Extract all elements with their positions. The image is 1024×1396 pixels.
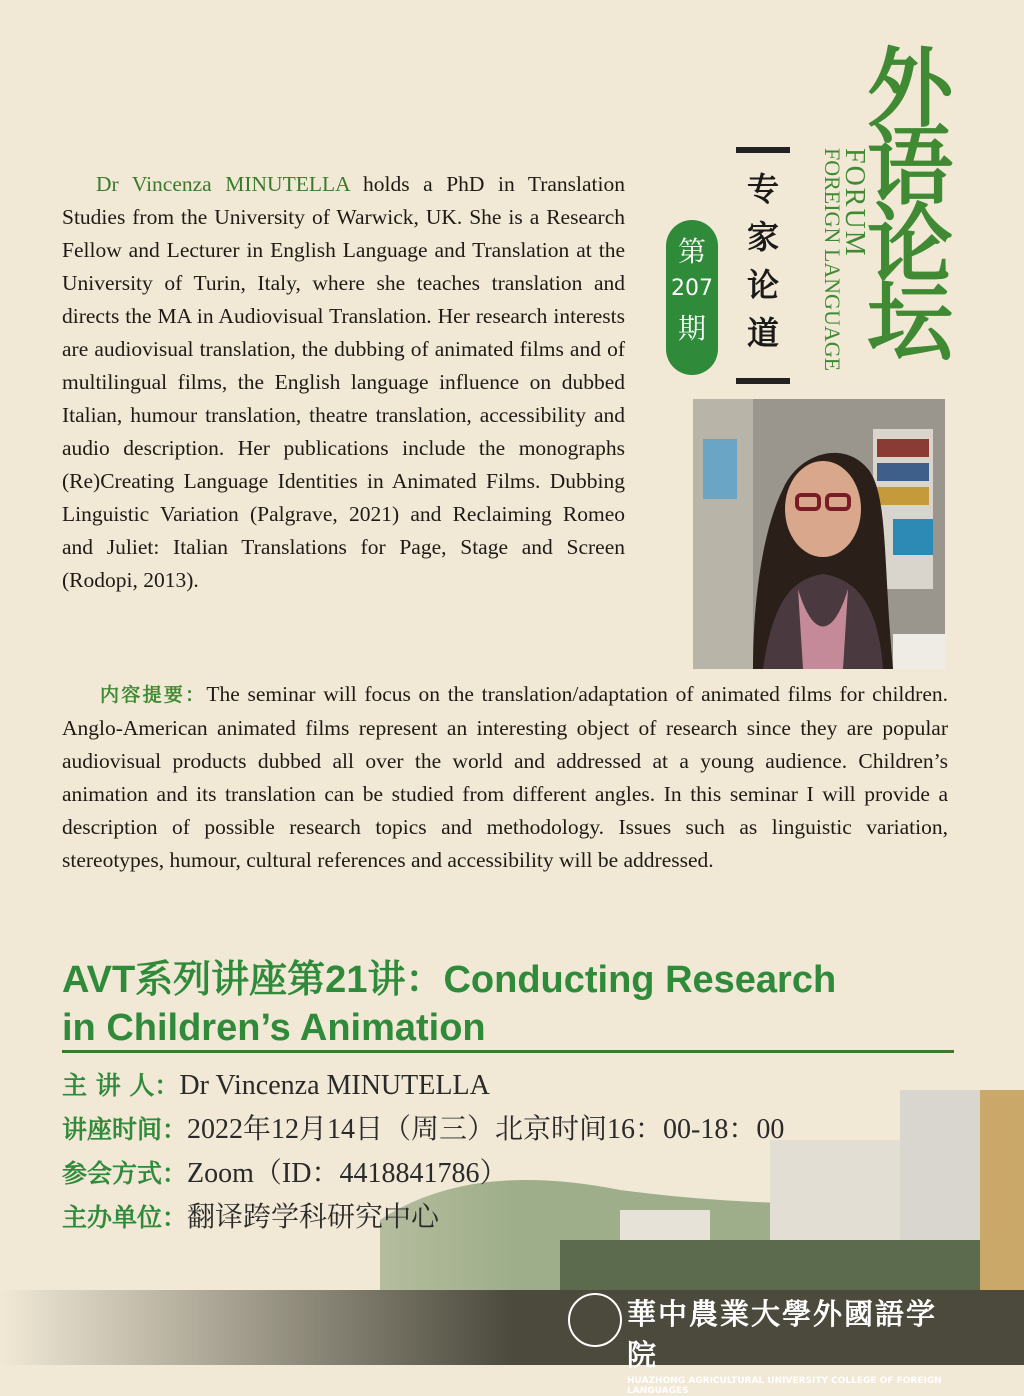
- logo-char: 语: [867, 116, 953, 217]
- series-char: 专: [746, 170, 779, 208]
- college-name-cn: 華中農業大學外國語学院: [627, 1297, 938, 1372]
- speaker-bio: [62, 168, 625, 597]
- info-row-speaker: [62, 1064, 942, 1108]
- info-key: 主办单位：: [62, 1203, 188, 1232]
- summary-text: The seminar will focus on the translation/adaptation of animated films for children. Anglo-American animated films represent an interesting object of research since they are popular audiovisual products dubbed all over the world and addressed at a young audience. Children’s animation and its translation can be studied from different angles. In this seminar I will provide a description of possible research topics and methodology. Issues such as linguistic variation, stereotypes, humour, cultural references and accessibility will be addressed.: [62, 682, 948, 872]
- logo-char: 外: [867, 38, 953, 139]
- speaker-photo: [693, 399, 945, 669]
- info-row-host: [62, 1196, 942, 1240]
- bio-text: holds a PhD in Translation Studies from the University of Warwick, UK. She is a Research Fellow and Lecturer in English Language and Translation at the University of Turin, Italy, where she teaches translation and directs the MA in Audiovisual Translation. Her research interests are audiovisual translation, the dubbing of animated films and of multilingual films, the English language influence on dubbed Italian, humour translation, theatre translation, accessibility and audio description. Her publications include the monographs (Re)Creating Language Identities in Animated Films. Dubbing Linguistic Variation (Palgrave, 2021) and Reclaiming Romeo and Juliet: Italian Translations for Page, Stage and Screen (Rodopi, 2013).: [62, 172, 625, 592]
- series-char: 道: [746, 314, 779, 352]
- lecture-title-line2: in Children’s Animation: [62, 1007, 486, 1049]
- speaker-name: Dr Vincenza MINUTELLA: [96, 172, 350, 196]
- issue-number: 207: [671, 276, 713, 301]
- college-name-en: HUAZHONG AGRICULTURAL UNIVERSITY COLLEGE OF FOREIGN LANGUAGES: [627, 1376, 942, 1396]
- info-row-method: [62, 1152, 942, 1196]
- title-divider: [62, 1050, 954, 1053]
- forum-logo: [860, 38, 960, 373]
- logo-char: 坛: [867, 272, 953, 373]
- series-label: [736, 165, 790, 357]
- lecture-info: [62, 1064, 942, 1240]
- info-key: 参会方式：: [62, 1159, 188, 1188]
- issue-prefix: 第: [677, 235, 706, 268]
- logo-char: 论: [867, 194, 953, 295]
- series-char: 家: [746, 218, 779, 256]
- lecture-title-line1: AVT系列讲座第21讲：Conducting Research: [62, 959, 837, 1001]
- info-row-time: [62, 1108, 942, 1152]
- info-value: 2022年12月14日（周三）北京时间16：00-18：00: [187, 1114, 785, 1145]
- info-value: Zoom（ID：4418841786）: [187, 1158, 508, 1189]
- info-key: 讲座时间：: [62, 1115, 188, 1144]
- forum-logo-english: [805, 148, 870, 378]
- portrait-illustration: [693, 399, 945, 669]
- lecture-title: [62, 956, 952, 1052]
- info-value: 翻译跨学科研究中心: [187, 1202, 440, 1233]
- info-key: 主 讲 人：: [62, 1071, 180, 1100]
- logo-forum: FORUM: [839, 148, 870, 258]
- issue-suffix: 期: [677, 312, 706, 345]
- series-char: 论: [746, 266, 779, 304]
- issue-badge: [666, 220, 718, 375]
- seminar-summary: [62, 678, 948, 877]
- logo-foreign-language: FOREIGN LANGUAGE: [820, 148, 845, 372]
- info-value: Dr Vincenza MINUTELLA: [179, 1070, 490, 1101]
- college-name: [565, 1292, 965, 1396]
- summary-label: 内容提要：: [100, 684, 207, 706]
